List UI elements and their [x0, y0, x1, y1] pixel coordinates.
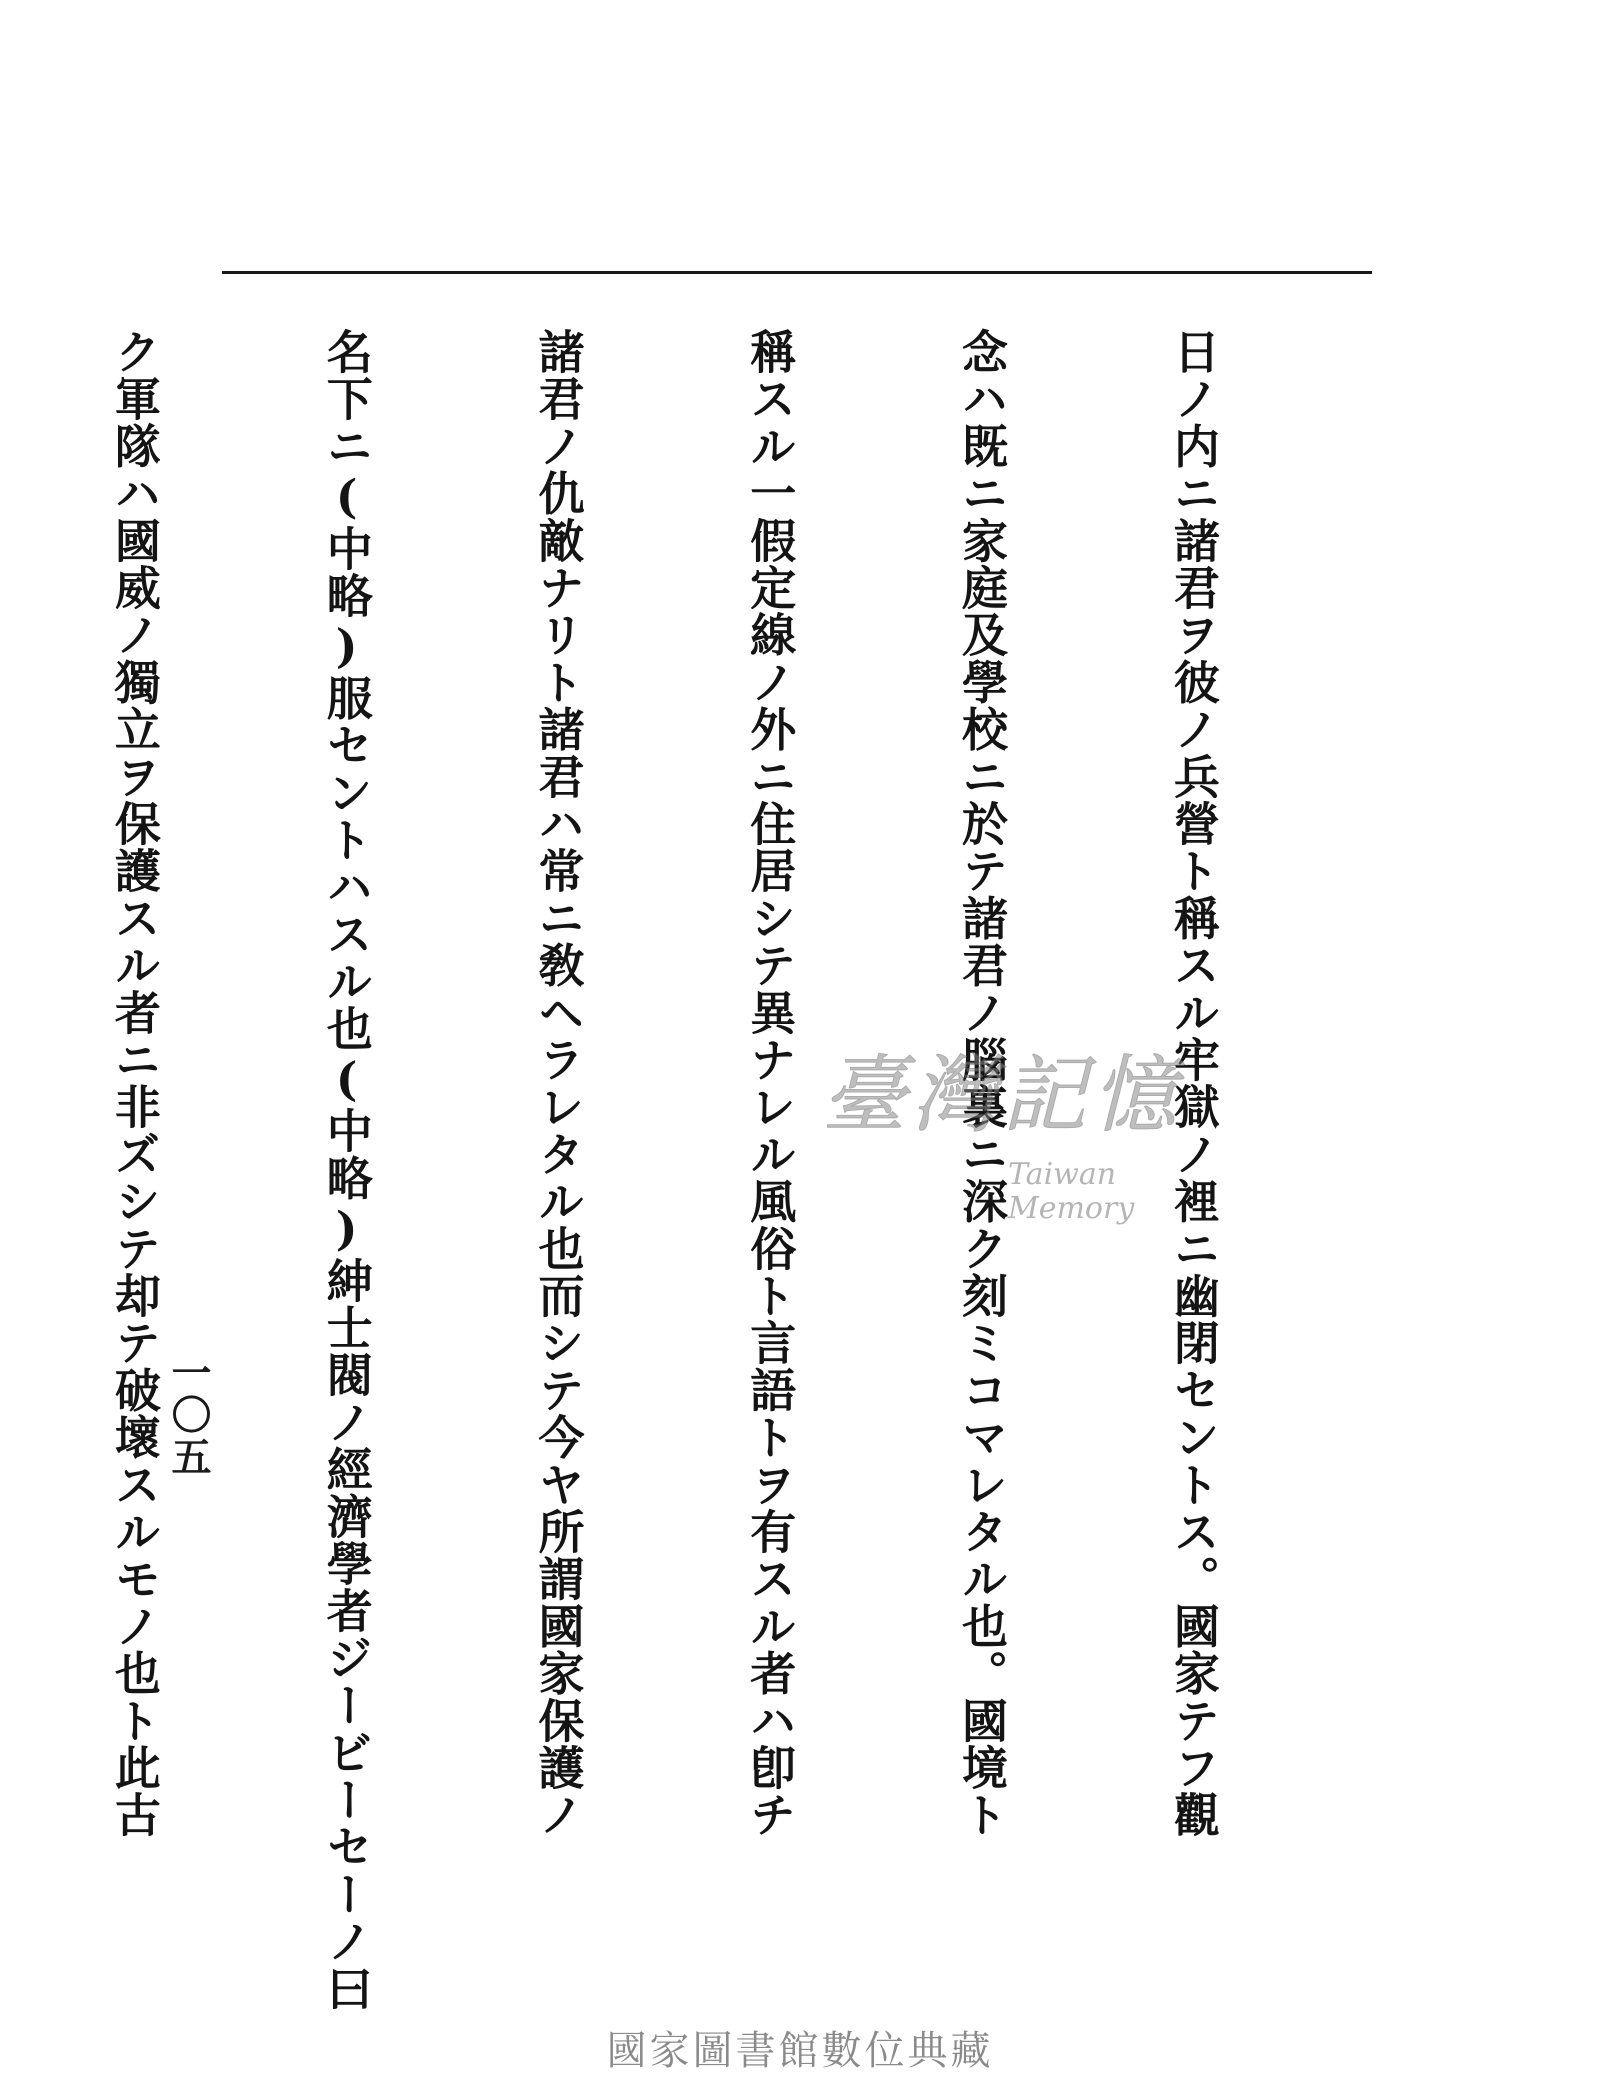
text-line: 諸君ノ仇敵ナリト諸君ハ常ニ敎ヘラレタル也而シテ今ヤ所謂國家保護ノ — [531, 328, 586, 1839]
header-rule — [222, 271, 1372, 274]
text-line: ク軍隊ハ國威ノ獨立ヲ保護スル者ニ非ズシテ却テ破壞スルモノ也ト此古 — [107, 328, 162, 1839]
watermark-text: 臺灣記憶 — [822, 1046, 1183, 1144]
text-line: 念ハ既ニ家庭及學校ニ於テ諸君ノ腦裏ニ深ク刻ミコマレタル也。國境ト — [955, 328, 1010, 1839]
footer-caption: 國家圖書館數位典藏 — [606, 2028, 994, 2074]
text-line: 日ノ内ニ諸君ヲ彼ノ兵營ト稱スル牢獄ノ裡ニ幽閉セントス。國家テフ觀 — [1166, 328, 1221, 1839]
text-line: 名下ニ(中略)服セントハスル也(中略)紳士閥ノ經濟學者ジービーセーノ曰 — [319, 328, 374, 2012]
watermark-subtitle: Taiwan Memory — [1008, 1157, 1135, 1226]
text-line: 稱スル一假定線ノ外ニ住居シテ異ナレル風俗ト言語トヲ有スル者ハ卽チ — [743, 328, 798, 1839]
watermark-logo — [822, 1040, 1242, 1226]
page-number: 一〇五 — [165, 1352, 212, 1478]
